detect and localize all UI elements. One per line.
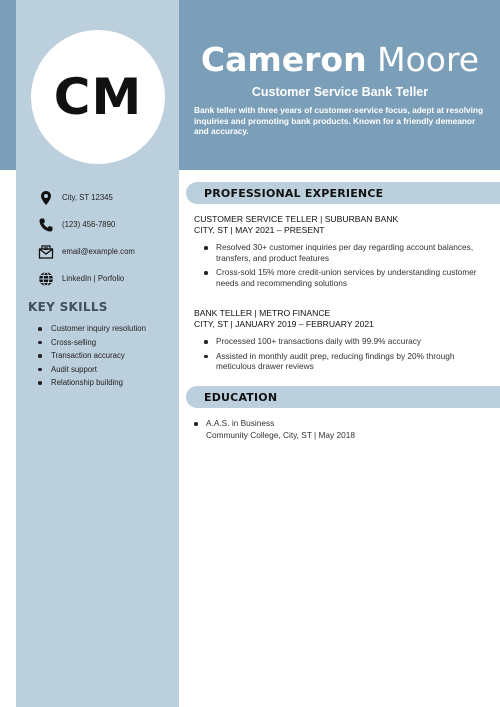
job-bullet: Cross-sold 15% more credit-union services by understanding customer needs and recommending solutions (194, 267, 494, 288)
contact-email (37, 238, 177, 265)
phone-text: (123) 456-7890 (62, 220, 116, 229)
skill-item: Customer inquiry resolution (38, 322, 178, 336)
contact-phone (37, 211, 177, 238)
skill-item: Transaction accuracy (38, 349, 178, 363)
job-title-line: CUSTOMER SERVICE TELLER | SUBURBAN BANK (194, 214, 399, 224)
degree: A.A.S. in Business (206, 418, 275, 428)
web-text: LinkedIn | Porfolio (62, 274, 125, 283)
job-bullet: Assisted in monthly audit prep, reducing findings by 20% through meticulous drawer reviews (194, 351, 494, 372)
education-item (194, 418, 494, 441)
job-bullets (194, 242, 494, 288)
email-text: email@example.com (62, 247, 135, 256)
skill-item: Relationship building (38, 376, 178, 390)
skill-item: Audit support (38, 363, 178, 377)
envelope-icon (37, 243, 55, 261)
experience-heading: PROFESSIONAL EXPERIENCE (204, 186, 384, 200)
job-title-line: BANK TELLER | METRO FINANCE (194, 308, 331, 318)
education-heading: EDUCATION (204, 390, 278, 404)
school-line: Community College, City, ST | May 2018 (206, 429, 355, 440)
skills-heading: KEY SKILLS (28, 300, 108, 314)
job-bullet: Resolved 30+ customer inquiries per day regarding account balances, transfers, and product features (194, 242, 494, 263)
phone-icon (37, 216, 55, 234)
monogram: CM (53, 68, 143, 126)
monogram-circle (31, 30, 165, 164)
candidate-name (180, 40, 500, 80)
job-entry-2 (194, 308, 494, 376)
job-title: Customer Service Bank Teller (251, 85, 429, 99)
job-meta-line: CITY, ST | JANUARY 2019 – FEBRUARY 2021 (194, 319, 374, 329)
job-entry-1 (194, 214, 494, 292)
contact-location (37, 184, 177, 211)
job-bullet: Processed 100+ transactions daily with 99.9% accuracy (194, 336, 494, 347)
contact-web (37, 265, 177, 292)
experience-section-bar (186, 182, 500, 204)
education-section-bar (186, 386, 500, 408)
contact-list (37, 184, 177, 292)
skills-list (38, 322, 178, 390)
location-pin-icon (37, 189, 55, 207)
location-text: City, ST 12345 (62, 193, 113, 202)
job-bullets (194, 336, 494, 372)
summary: Bank teller with three years of customer-service focus, adept at resolving inquiries and promoting bank products. Known for a friendly demeanor and accuracy. (194, 105, 484, 136)
education-list (194, 418, 494, 441)
job-meta-line: CITY, ST | MAY 2021 – PRESENT (194, 225, 325, 235)
last-name: Moore (377, 40, 480, 79)
first-name: Cameron (200, 40, 367, 79)
globe-icon (37, 270, 55, 288)
skill-item: Cross-selling (38, 336, 178, 350)
